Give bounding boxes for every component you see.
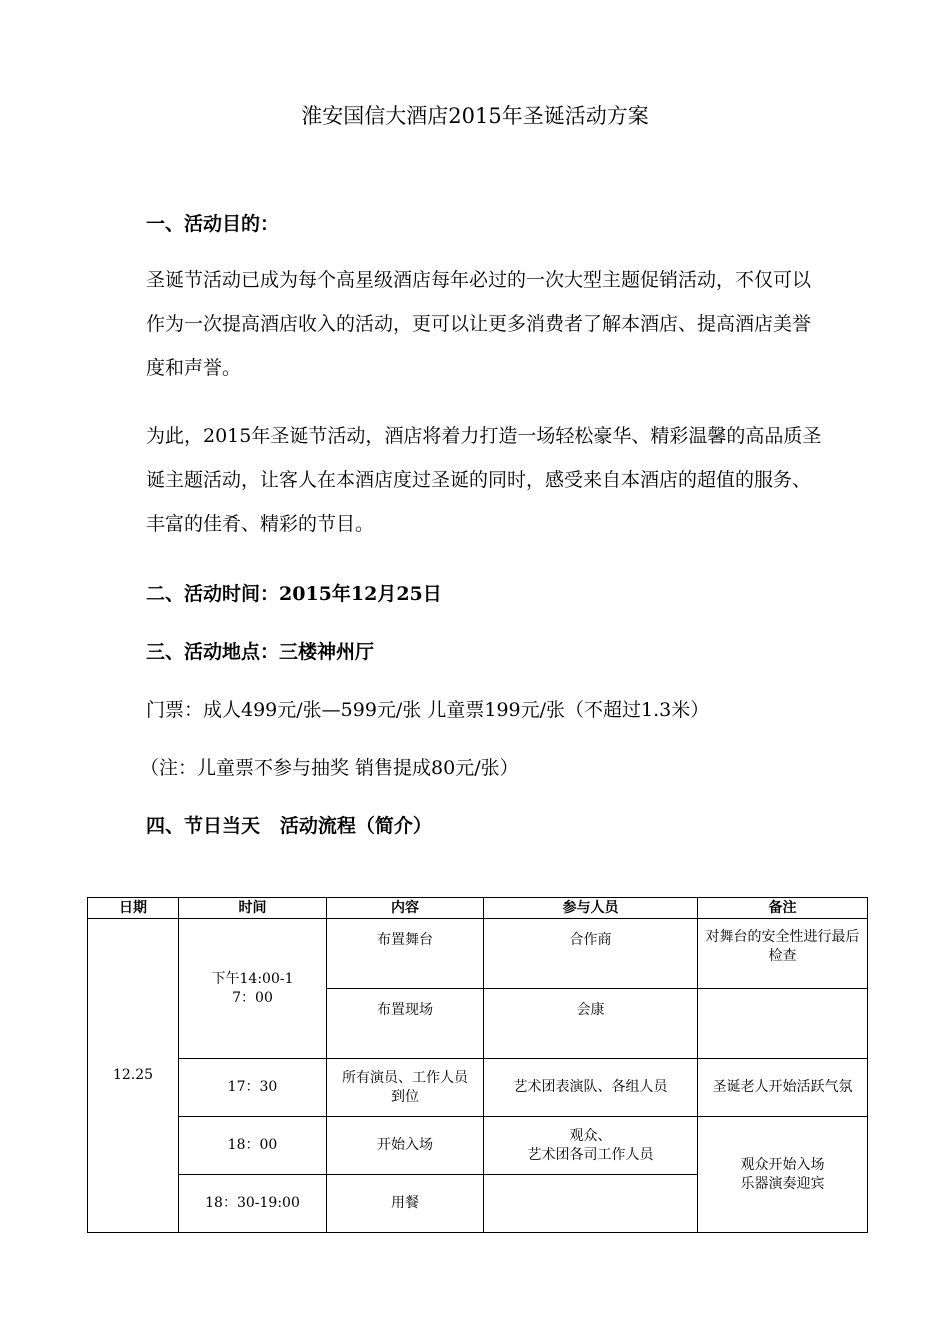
- table-row: [88, 1117, 868, 1175]
- header-time: 时间: [179, 898, 327, 919]
- remarks-line: 观众开始入场: [740, 1156, 825, 1173]
- cell-time: 18：00: [179, 1117, 327, 1175]
- table-row: [88, 919, 868, 989]
- ticket-price-line: 门票：成人499元/张—599元/张 儿童票199元/张（不超过1.3米）: [146, 699, 710, 721]
- ticket-note-line: （注：儿童票不参与抽奖 销售提成80元/张）: [140, 757, 519, 779]
- header-remarks: 备注: [698, 898, 868, 919]
- remarks-line: 乐器演奏迎宾: [740, 1175, 825, 1192]
- cell-remarks: 圣诞老人开始活跃气氛: [698, 1059, 868, 1117]
- section-4-heading: 四、节日当天 活动流程（简介）: [146, 815, 432, 837]
- participants-line: 观众、: [569, 1127, 612, 1144]
- cell-remarks-merged: [698, 1117, 868, 1233]
- cell-date: 12.25: [88, 919, 179, 1233]
- cell-participants: [484, 1175, 698, 1233]
- header-content: 内容: [327, 898, 484, 919]
- cell-remarks: [698, 989, 868, 1059]
- table-header-row: [88, 898, 868, 919]
- cell-content: 开始入场: [327, 1117, 484, 1175]
- cell-participants: 会康: [484, 989, 698, 1059]
- cell-participants: 艺术团表演队、各组人员: [484, 1059, 698, 1117]
- cell-time: 17：30: [179, 1059, 327, 1117]
- header-participants: 参与人员: [484, 898, 698, 919]
- cell-time: 下午14:00-17：00: [179, 919, 327, 1059]
- cell-remarks: 对舞台的安全性进行最后检查: [698, 919, 868, 989]
- cell-time: 18：30-19:00: [179, 1175, 327, 1233]
- participants-line: 艺术团各司工作人员: [527, 1146, 654, 1163]
- table-row: [88, 1059, 868, 1117]
- cell-content: 布置现场: [327, 989, 484, 1059]
- cell-content: 布置舞台: [327, 919, 484, 989]
- header-date: 日期: [88, 898, 179, 919]
- cell-content: 用餐: [327, 1175, 484, 1233]
- paragraph-purpose: 圣诞节活动已成为每个高星级酒店每年必过的一次大型主题促销活动，不仅可以作为一次提高酒店收入的活动，更可以让更多消费者了解本酒店、提高酒店美誉度和声誉。: [146, 269, 812, 379]
- activity-schedule-table: [87, 897, 868, 1233]
- cell-content: 所有演员、工作人员到位: [327, 1059, 484, 1117]
- section-1-heading: 一、活动目的：: [146, 213, 280, 235]
- section-3-heading: 三、活动地点：三楼神州厅: [146, 641, 375, 663]
- document-title: 淮安国信大酒店2015年圣诞活动方案: [301, 104, 649, 128]
- paragraph-plan: 为此，2015年圣诞节活动，酒店将着力打造一场轻松豪华、精彩温馨的高品质圣诞主题活动，让客人在本酒店度过圣诞的同时，感受来自本酒店的超值的服务、丰富的佳肴、精彩的节目。: [146, 425, 822, 535]
- cell-participants: 合作商: [484, 919, 698, 989]
- cell-participants: [484, 1117, 698, 1175]
- section-2-heading: 二、活动时间：2015年12月25日: [146, 583, 442, 605]
